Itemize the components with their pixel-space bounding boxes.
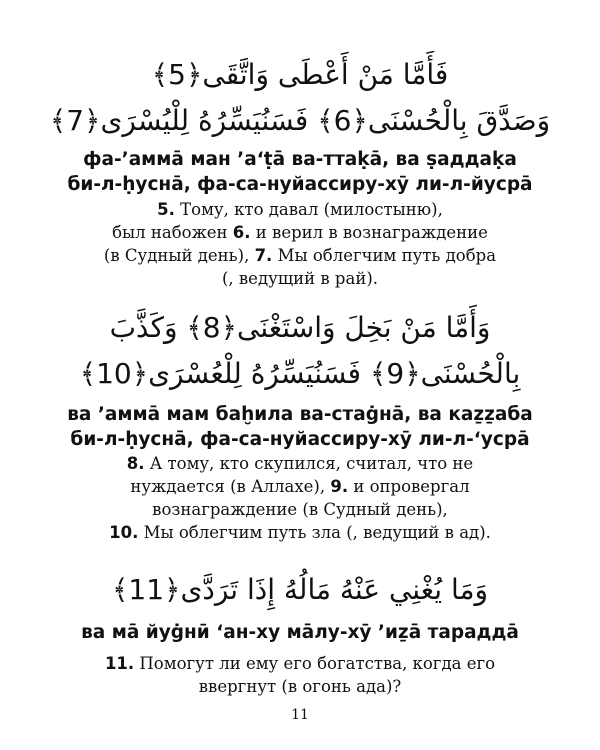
translation-line	[40, 521, 560, 544]
transliteration-line: би-л-ḥуснā, фа-са-нуйассиру-хӯ ли-л-йусрā	[67, 174, 533, 195]
translation-text: Мы облегчим путь добра	[272, 246, 497, 265]
translation-text: Помогут ли ему его богатства, когда его	[134, 654, 496, 673]
translation-text: Тому, кто давал (милостыню),	[174, 200, 443, 219]
translation-line	[40, 652, 560, 675]
transliteration-line: ва ’аммā мам баḫила ва-стаġнā, ва каẕẕаба	[67, 404, 533, 425]
arabic-verse-line: وَمَا يُغْنِي عَنْهُ مَالُهُ إِذَا تَرَدَّى﴿11﴾	[112, 573, 488, 606]
verse-number: 8.	[126, 454, 145, 473]
verse-number: 7.	[254, 246, 273, 265]
translation-text: А тому, кто скупился, считал, что не	[144, 454, 474, 473]
translation-line: (, ведущий в рай).	[221, 269, 379, 288]
verse-number: 5.	[157, 200, 175, 219]
translation-text: и опровергал	[348, 477, 470, 496]
passage-3	[40, 567, 560, 613]
passage-2	[40, 305, 560, 397]
translation-line	[40, 475, 560, 498]
arabic-verse-line: وَصَدَّقَ بِالْحُسْنَى﴿6﴾ فَسَنُيَسِّرُهُ لِلْيُسْرَى﴿7﴾	[49, 104, 551, 137]
translation-text: и верил в вознаграждение	[250, 223, 488, 242]
passage-1	[40, 52, 560, 144]
arabic-verse-line: وَأَمَّا مَنْ بَخِلَ وَاسْتَغْنَى﴿8﴾ وَكَذَّبَ	[109, 311, 491, 344]
translation-text: (в Судный день),	[103, 246, 255, 265]
verse-number: 11.	[104, 654, 135, 673]
arabic-verse-line: فَأَمَّا مَنْ أَعْطَى وَاتَّقَى﴿5﴾	[151, 58, 449, 91]
translation-text: был набожен	[112, 223, 233, 242]
verse-number: 10.	[109, 523, 139, 542]
transliteration-2	[40, 402, 560, 452]
translation-line	[40, 198, 560, 221]
translation-text: нуждается (в Аллахе),	[130, 477, 331, 496]
translation-line	[40, 221, 560, 244]
translation-text: Мы облегчим путь зла (, ведущий в ад).	[138, 523, 491, 542]
transliteration-1	[40, 147, 560, 197]
translation-1	[40, 198, 560, 290]
verse-number: 9.	[330, 477, 349, 496]
transliteration-line: ва мā йуġнӣ ‘ан-ху мāлу-хӯ ’иẕā тараддā	[81, 622, 519, 643]
translation-3	[40, 652, 560, 698]
transliteration-line: фа-’аммā ман ’а‘ṭā ва-ттаḳā, ва ṣаддаḳа	[83, 149, 517, 170]
translation-2	[40, 452, 560, 544]
translation-line: вознаграждение (в Судный день),	[152, 500, 448, 519]
page-number: 11	[291, 707, 309, 723]
translation-line	[40, 452, 560, 475]
transliteration-3	[40, 620, 560, 645]
verse-number: 6.	[232, 223, 251, 242]
translation-line: ввергнут (в огонь ада)?	[198, 677, 402, 696]
translation-line	[40, 244, 560, 267]
transliteration-line: би-л-ḥуснā, фа-са-нуйассиру-хӯ ли-л-‘усрā	[70, 429, 530, 450]
arabic-verse-line: بِالْحُسْنَى﴿9﴾ فَسَنُيَسِّرُهُ لِلْعُسْرَى﴿10﴾	[79, 357, 521, 390]
